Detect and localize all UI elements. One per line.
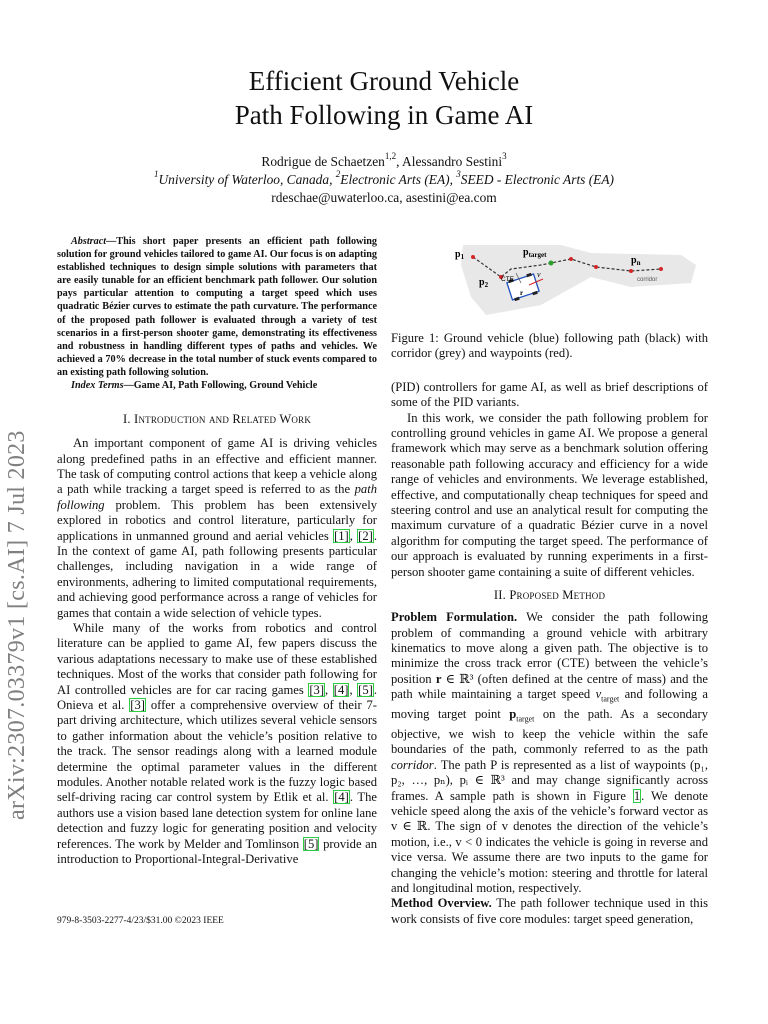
citation-link[interactable]: [5] [358, 682, 373, 697]
index-terms-label: Index Terms [71, 380, 124, 392]
paper-title [0, 64, 768, 132]
citation-link[interactable]: [2] [358, 528, 373, 543]
figure-1-caption: Figure 1: Ground vehicle (blue) following path (black) with corridor (grey) and waypoints (red). [391, 331, 708, 361]
section-2-heading: II. Proposed Method [493, 588, 606, 603]
intro-p2-text-a: While many of the works from robotics and control literature can be applied to game AI, few papers discuss the various adaptations necessary to make use of these established techniques. Most of the works that consider path following for AI controlled vehicles are for car racing games [57, 621, 377, 697]
author-2: , Alessandro Sestini [396, 154, 503, 169]
problem-formulation-label: Problem Formulation. [391, 610, 518, 625]
label-v: v [537, 270, 541, 279]
intro-p2-text-c: offer a comprehensive overview of their 7-part driving architecture, which utilizes several vehicle sensors to gather information about the vehicle’s position relative to the track. The sensor readings along with a learned module determine the optimal parameter values in the different modules. Another notable related work is the fuzzy logic based self-driving racing car control system by Etlik et al. [57, 698, 377, 805]
author-emails: rdeschae@uwaterloo.ca, asestini@ea.com [271, 190, 497, 205]
label-p2: $p_2$ [479, 277, 489, 289]
right-paragraph-1: In this work, we consider the path following problem for controlling ground vehicles in game AI. We propose a general framework which may serve as a benchmark solution offering reasonable path following accuracy and efficiency for a wide range of vehicles and environments. We leverage established, effective, and computationally cheap techniques for speed and steering control and use an analytical result for computing the maximum curvature of a quadratic Bézier curve in a novel algorithm for computing the target speed. The performance of our approach is evaluated by running experiments in a first-person shooter game containing a suite of different vehicles. [391, 410, 708, 579]
intro-p1-text-a: An important component of game AI is driving vehicles along predefined paths in an effective and efficient manner. The task of computing control actions that keep a vehicle along a path while tracking a target speed is referred to as the [57, 436, 377, 497]
copyright-footer: 979-8-3503-2277-4/23/$31.00 ©2023 IEEE [57, 916, 224, 926]
abstract-label: Abstract [71, 236, 107, 247]
affiliation-2: Electronic Arts (EA), [340, 172, 457, 187]
path-following-diagram [391, 235, 708, 331]
intro-p1-text-b: problem. This problem has been extensively explored in robotics and control literature, particularly for applications in unmanned ground and aerial vehicles [57, 497, 377, 543]
waypoint-marker [471, 255, 475, 259]
pf-text-d: on the path. As a secondary objective, we wish to keep the vehicle within the safe boundaries of the path, commonly referred to as the path [391, 707, 708, 757]
target-point-symbol: p [509, 707, 517, 722]
intro-p2-text-d: . The authors use a vision based lane detection system for online lane detection and fuzzy logic for generating position and velocity references. The work by Melder and Tomlinson [57, 790, 377, 851]
arxiv-identifier[interactable]: arXiv:2307.03379v1 [cs.AI] 7 Jul 2023 [4, 430, 30, 820]
intro-paragraph-2: While many of the works from robotics and control literature can be applied to game AI, few papers discuss the various adaptations necessary to make use of these established techniques. Most of the works that consider path following for AI controlled vehicles are for car racing games [3], [4], [5]. Onieva et al. [3] offer a comprehensive overview of their 7-part driving architecture, which utilizes several vehicle sensors to gather information about the vehicle’s position relative to the track. The sensor readings along with a learned module determine the optimal parameter values in the different modules. Another notable related work is the fuzzy logic based self-driving racing car control system by Etlik et al. [4]. The authors use a vision based lane detection system for online lane detection and fuzzy logic for generating position and velocity references. The work by Melder and Tomlinson [5] provide an introduction to Proportional-Integral-Derivative [57, 621, 378, 867]
author-list [0, 151, 768, 170]
figure-1 [391, 235, 708, 331]
intro-p2-text-e: provide an introduction to Proportional-Integral-Derivative [57, 836, 378, 867]
target-speed-subscript: target [601, 694, 620, 704]
figure-reference-link[interactable]: 1 [633, 788, 641, 803]
label-pn: $p_n$ [631, 255, 641, 267]
author-1: Rodrigue de Schaetzen [261, 154, 385, 169]
intro-p1-text-c: . In the context of game AI, path following presents particular challenges, including navigation in a wide range of environments, adhering to limited computational requirements, and achieving good performance across a range of vehicles for games that contain a wide selection of vehicle types. [57, 528, 378, 620]
corridor-term: corridor [391, 757, 434, 772]
label-p1: $p_1$ [455, 249, 465, 261]
citation-link[interactable]: [3] [130, 698, 145, 713]
citation-link[interactable]: [1] [334, 528, 349, 543]
affil-marker-2: 2 [335, 169, 341, 179]
abstract [57, 235, 377, 379]
pf-text-b: ∈ ℝ³ (often defined at the centre of mass) and the path while maintaining a target speed [391, 671, 708, 702]
citation-link[interactable]: [3] [309, 682, 325, 697]
method-overview-paragraph [391, 896, 708, 927]
pf-text-f: . We denote vehicle speed along the axis of the vehicle’s forward vector as v ∈ ℝ. The sign of v denotes the direction of the vehicle’s motion, i.e., v < 0 indicates the vehicle is going in reverse and vice versa. We assume there are two inputs to the game for changing the vehicle’s motion: steering and throttle for lateral and longitudinal motion, respectively. [391, 788, 708, 896]
affil-marker-3: 3 [456, 169, 461, 179]
citation-link[interactable]: [4] [334, 790, 349, 805]
affiliations [0, 169, 768, 188]
title-line-1: Efficient Ground Vehicle [248, 66, 520, 96]
intro-p2-text-b: . Onieva et al. [57, 682, 378, 713]
method-overview-label: Method Overview. [391, 896, 492, 911]
waypoint-marker [659, 267, 663, 271]
method-overview-text: The path follower technique used in this work consists of five core modules: target speed generation, [391, 896, 708, 926]
intro-paragraph-1: An important component of game AI is driving vehicles along predefined paths in an effective and efficient manner. The task of computing control actions that keep a vehicle along a path while tracking a target speed is referred to as the path following problem. This problem has been extensively explored in robotics and control literature, particularly for applications in unmanned ground and aerial vehicles [1], [2]. In the context of game AI, path following presents particular challenges, including navigation in a wide range of environments, adhering to limited computational requirements, and achieving good performance across a range of vehicles for games that contain a wide selection of vehicle types. [57, 436, 378, 620]
title-line-2: Path Following in Game AI [234, 100, 534, 130]
problem-formulation-paragraph [391, 610, 708, 896]
target-point-subscript: target [516, 714, 535, 724]
label-ptarget: $p_{target}$ [523, 247, 547, 259]
waypoint-marker [594, 265, 598, 269]
target-point-marker [549, 261, 554, 266]
abstract-text: —This short paper presents an efficient path following solution for ground vehicles tailored to game AI. Our focus is on adapting established techniques to design simple solutions with parameters that are easily tunable for an efficient benchmark path follower. Our solution pays particular attention to computing a target speed which uses quadratic Bézier curves to estimate the path curvature. The performance of the proposed path follower is evaluated through a variety of test scenarios in a first-person shooter game, demonstrating its effectiveness and robustness in handling different types of paths and vehicles. We achieved a 70% decrease in the total number of stuck events compared to an existing path following solution. [57, 236, 377, 378]
left-column [57, 235, 377, 868]
path-following-term: path following [57, 482, 377, 512]
citation-link[interactable]: [5] [303, 836, 319, 851]
label-cte: CTE [501, 276, 514, 283]
index-terms-text: —Game AI, Path Following, Ground Vehicle [123, 380, 318, 392]
waypoint-marker [569, 257, 573, 261]
author-2-affil: 3 [502, 151, 507, 161]
pf-text-a: We consider the path following problem of commanding a ground vehicle with arbitrary kinematics to move along a given path. The objective is to minimize the cross track error (CTE) between the vehicle’s position [391, 610, 708, 686]
affiliation-3: SEED - Electronic Arts (EA) [460, 172, 615, 187]
pf-text-e: . The path P is represented as a list of waypoints (p₁, p₂, …, pₙ), pᵢ ∈ ℝ³ and may change significantly across frames. A sample path is shown in Figure [391, 757, 708, 803]
section-1-heading: I. Introduction and Related Work [122, 412, 312, 427]
affiliation-1: University of Waterloo, Canada, [158, 172, 336, 187]
label-r: r [520, 289, 524, 297]
affil-marker-1: 1 [153, 169, 159, 179]
right-paragraph-0: (PID) controllers for game AI, as well as brief descriptions of some of the PID variants. [391, 379, 708, 410]
target-speed-symbol: v [595, 687, 602, 702]
waypoint-marker [629, 269, 633, 273]
index-terms [57, 379, 377, 392]
right-column [391, 235, 708, 927]
label-corridor: corridor [637, 277, 658, 283]
position-vector: r [435, 671, 442, 686]
pf-text-c: and following a moving target point [391, 687, 708, 722]
citation-link[interactable]: [4] [333, 682, 349, 697]
author-1-affil: 1,2 [384, 151, 397, 161]
corridor-area [461, 245, 696, 315]
